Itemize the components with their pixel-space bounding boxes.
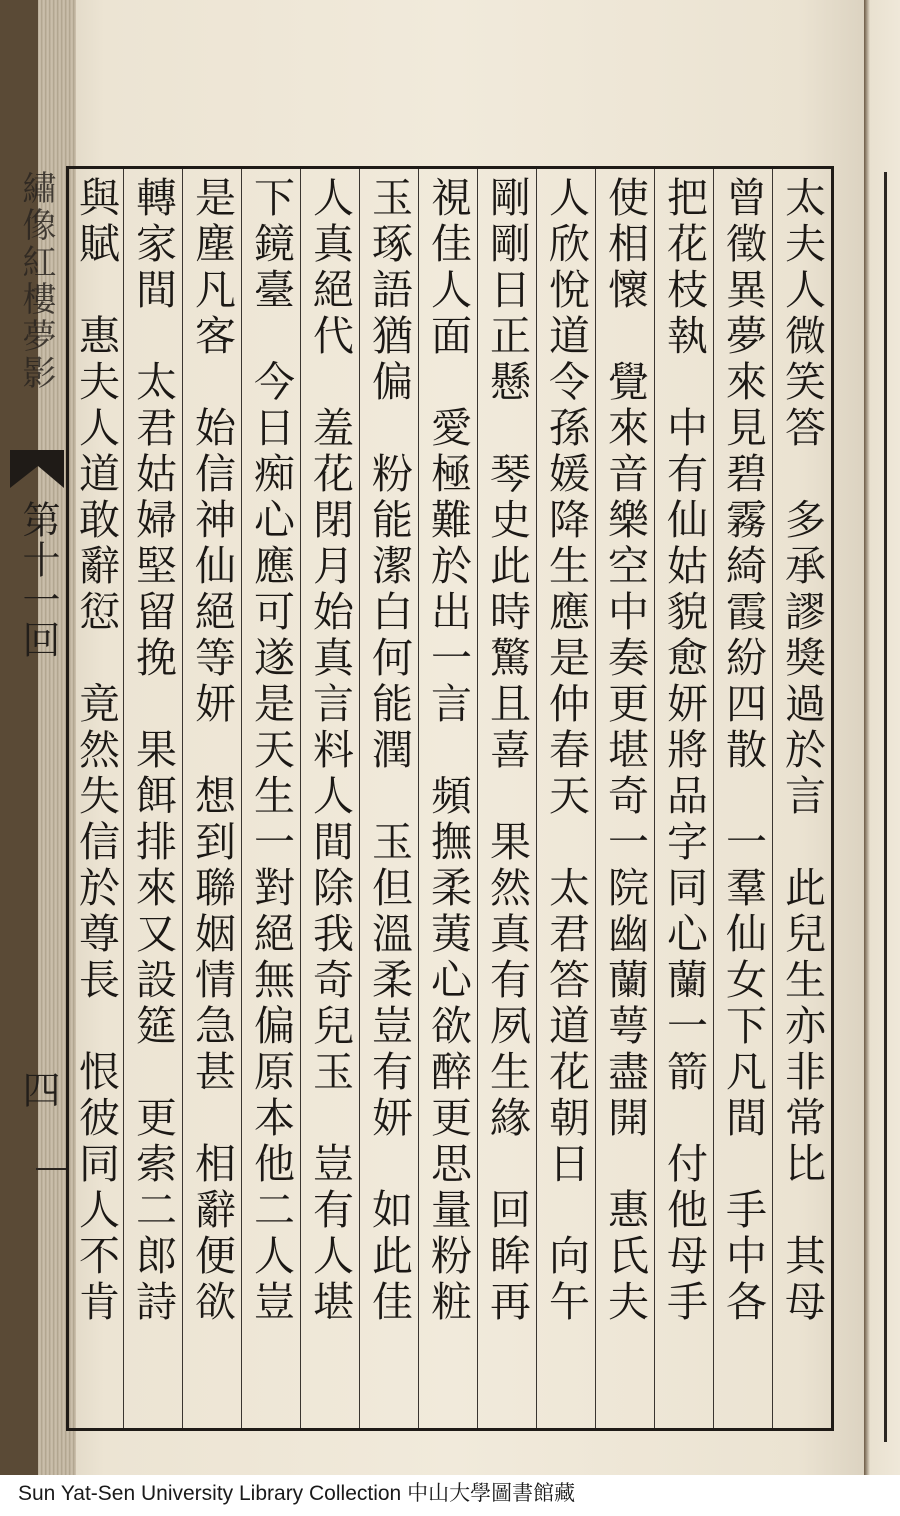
column-rule <box>300 169 301 1428</box>
margin-rule <box>36 1168 66 1170</box>
column-rule <box>418 169 419 1428</box>
column-rule <box>477 169 478 1428</box>
margin-folio-number: 四 <box>16 1070 60 1108</box>
text-column-6: 剛剛日正懸 琴史此時驚且喜 果然真有夙生緣 回眸再 <box>483 176 531 1326</box>
column-rule <box>182 169 183 1428</box>
margin-book-title: 繡像紅樓夢影 <box>16 170 56 392</box>
column-rule <box>654 169 655 1428</box>
text-column-9: 人真絕代 羞花閉月始真言料人間除我奇兒玉 豈有人堪 <box>306 176 354 1326</box>
text-column-11: 是塵凡客 始信神仙絕等妍 想到聯姻情急甚 相辭便欲 <box>188 176 236 1326</box>
text-column-3: 把花枝執 中有仙姑貌愈妍將品字同心蘭一箭 付他母手 <box>660 176 708 1326</box>
facing-page-edge <box>864 0 900 1475</box>
text-column-13: 與賦 惠夫人道敢辭愆 竟然失信於尊長 恨彼同人不肯 <box>72 176 120 1326</box>
column-rule <box>536 169 537 1428</box>
column-rule <box>713 169 714 1428</box>
margin-chapter-label: 第十一回 <box>16 500 60 660</box>
text-column-7: 視佳人面 愛極難於出一言 頻撫柔荑心欲醉更思量粉粧 <box>424 176 472 1326</box>
text-column-1: 太夫人微笑答 多承謬獎過於言 此兒生亦非常比 其母 <box>778 176 826 1326</box>
text-column-5: 人欣悅道令孫媛降生應是仲春天 太君答道花朝日 向午 <box>542 176 590 1326</box>
text-column-2: 曾徵異夢來見碧霧綺霞紛四散 一羣仙女下凡間 手中各 <box>719 176 767 1326</box>
text-column-4: 使相懷 覺來音樂空中奏更堪奇一院幽蘭萼盡開 惠氏夫 <box>601 176 649 1326</box>
library-caption: Sun Yat-Sen University Library Collection 中山大學圖書館藏 <box>18 1482 576 1505</box>
text-column-8: 玉琢語猶偏 粉能潔白何能潤 玉但溫柔豈有妍 如此佳 <box>365 176 413 1326</box>
column-rule <box>359 169 360 1428</box>
column-rule <box>772 169 773 1428</box>
column-rule <box>241 169 242 1428</box>
text-column-12: 轉家間 太君姑婦堅留挽 果餌排來又設筵 更索二郎詩 <box>129 176 177 1326</box>
fishtail-mark <box>8 448 66 490</box>
text-column-10: 下鏡臺 今日痴心應可遂是天生一對絕無偏原本他二人豈 <box>247 176 295 1326</box>
column-rule <box>595 169 596 1428</box>
